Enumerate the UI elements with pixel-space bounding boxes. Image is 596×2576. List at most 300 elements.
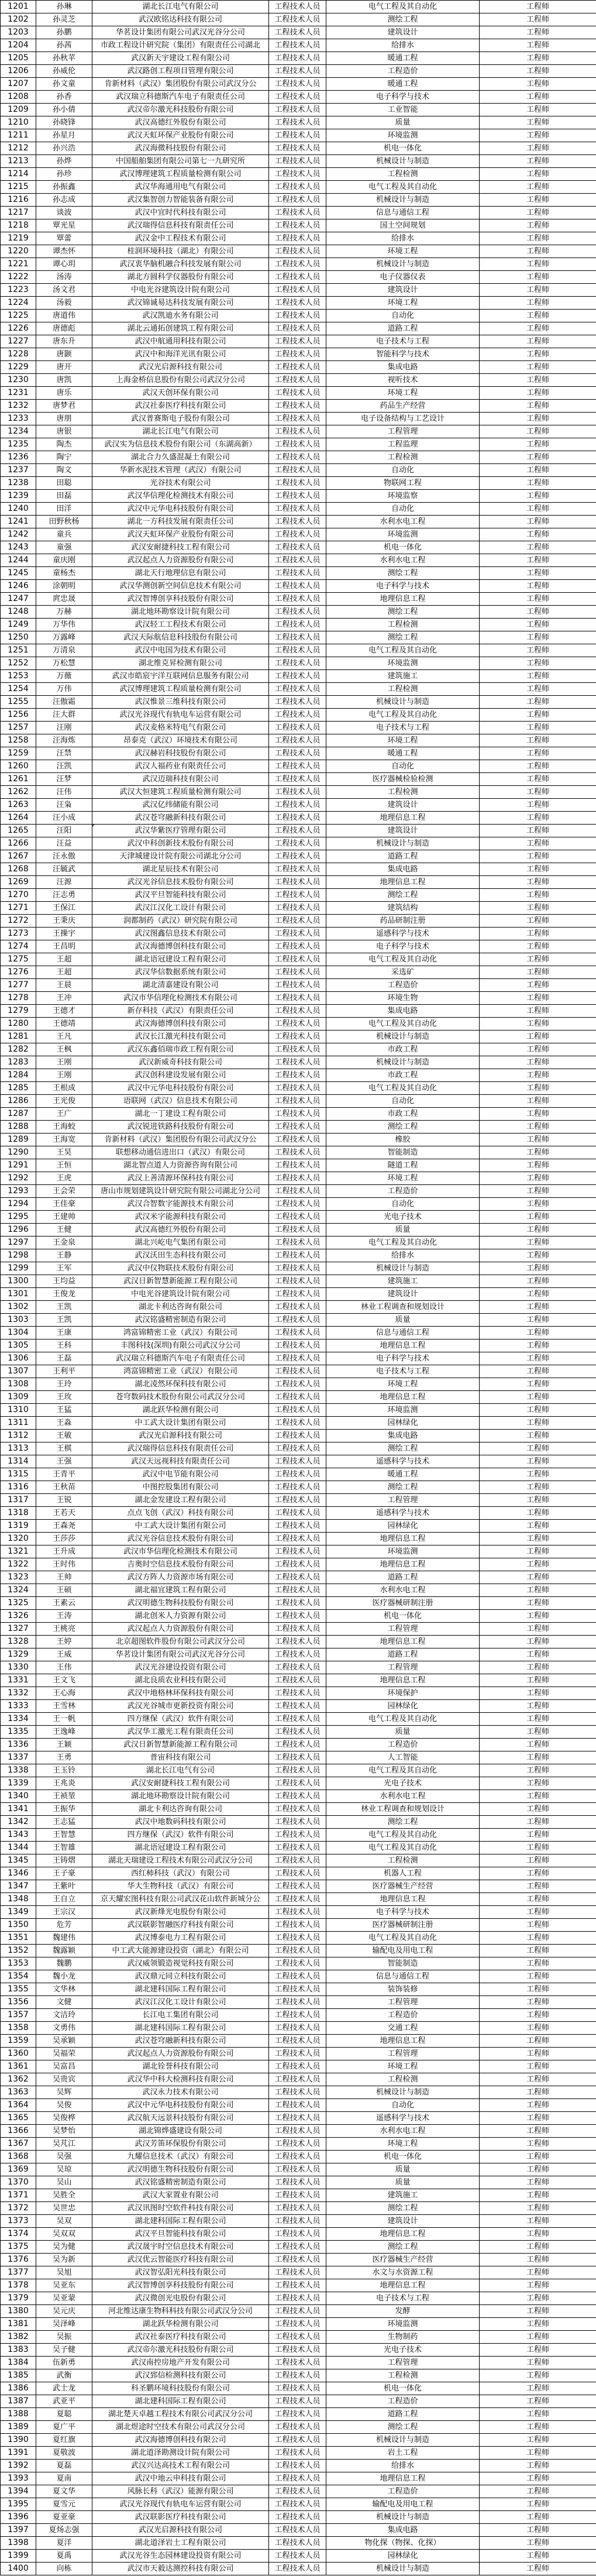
major-cell[interactable]: 测绘工程 (326, 2202, 480, 2215)
company-cell[interactable]: 武汉航天远景科技股份有限公司 (92, 2112, 269, 2125)
name-cell[interactable]: 魏小龙 (36, 1970, 92, 1983)
name-cell[interactable]: 孙灵芝 (36, 13, 92, 26)
company-cell[interactable]: 武汉图鑫信息技术有限公司 (92, 928, 269, 940)
company-cell[interactable]: 桂润环境科技（湖北）有限公司 (92, 245, 269, 258)
row-number-cell[interactable]: 1353 (1, 1957, 36, 1970)
company-cell[interactable]: 肯新材料（武汉）集团股份有限公司武汉分公 (92, 1134, 269, 1146)
major-cell[interactable]: 人工智能 (326, 1751, 480, 1764)
company-cell[interactable]: 武汉中和海洋光讯有限公司 (92, 348, 269, 361)
company-cell[interactable]: 湖北地环勘察设计院有限公司 (92, 606, 269, 619)
major-cell[interactable]: 工程监理 (326, 438, 480, 451)
company-cell[interactable]: 武汉东鑫佰瑞市政工程有限公司 (92, 1043, 269, 1056)
company-cell[interactable]: 武汉华信理化检测技术有限公司 (92, 490, 269, 503)
title-cell[interactable]: 工程师 (480, 631, 596, 644)
row-number-cell[interactable]: 1215 (1, 181, 36, 194)
name-cell[interactable]: 王佳豪 (36, 1198, 92, 1211)
name-cell[interactable]: 王海蛟 (36, 1121, 92, 1134)
name-cell[interactable]: 孙星月 (36, 129, 92, 142)
company-cell[interactable]: 湖北建科国际工程有限公司 (92, 1983, 269, 1996)
title-cell[interactable]: 工程师 (480, 516, 596, 528)
category-cell[interactable]: 工程技术人员 (269, 361, 326, 374)
name-cell[interactable]: 吴双双 (36, 2228, 92, 2241)
company-cell[interactable]: 武汉兴达高技术工程有限公司 (92, 2460, 269, 2472)
name-cell[interactable]: 庹忠晟 (36, 593, 92, 606)
category-cell[interactable]: 工程技术人员 (269, 1893, 326, 1906)
title-cell[interactable]: 工程师 (480, 438, 596, 451)
name-cell[interactable]: 王猛 (36, 1404, 92, 1417)
company-cell[interactable]: 武汉博理建筑工程质量检测有限公司 (92, 683, 269, 696)
name-cell[interactable]: 童杨杰 (36, 567, 92, 580)
title-cell[interactable]: 工程师 (480, 1275, 596, 1288)
title-cell[interactable]: 工程师 (480, 1661, 596, 1674)
company-cell[interactable]: 武汉博泰电力工程有限公司 (92, 1932, 269, 1945)
row-number-cell[interactable]: 1253 (1, 670, 36, 683)
major-cell[interactable]: 园林绿化 (326, 1700, 480, 1713)
row-number-cell[interactable]: 1380 (1, 2305, 36, 2318)
major-cell[interactable]: 医疗器械研制注册 (326, 1597, 480, 1610)
major-cell[interactable]: 药品研制注册 (326, 915, 480, 928)
name-cell[interactable]: 王硕 (36, 1584, 92, 1597)
major-cell[interactable]: 交通工程 (326, 2022, 480, 2035)
company-cell[interactable]: 武汉凯迪水务有限公司 (92, 310, 269, 322)
title-cell[interactable]: 工程师 (480, 1288, 596, 1301)
title-cell[interactable]: 工程师 (480, 2537, 596, 2550)
category-cell[interactable]: 工程技术人员 (269, 451, 326, 464)
title-cell[interactable]: 工程师 (480, 2382, 596, 2395)
name-cell[interactable]: 汤毅 (36, 297, 92, 310)
major-cell[interactable]: 给排水 (326, 39, 480, 52)
row-number-cell[interactable]: 1258 (1, 734, 36, 747)
category-cell[interactable]: 工程技术人员 (269, 2447, 326, 2460)
row-number-cell[interactable]: 1274 (1, 940, 36, 953)
category-cell[interactable]: 工程技术人员 (269, 1327, 326, 1339)
title-cell[interactable]: 工程师 (480, 2266, 596, 2279)
category-cell[interactable]: 工程技术人员 (269, 2292, 326, 2305)
major-cell[interactable]: 电气工程及其自动化 (326, 1, 480, 13)
category-cell[interactable]: 工程技术人员 (269, 1481, 326, 1494)
title-cell[interactable]: 工程师 (480, 1159, 596, 1172)
category-cell[interactable]: 工程技术人员 (269, 953, 326, 966)
company-cell[interactable]: 中图控股集团有限公司 (92, 1481, 269, 1494)
major-cell[interactable]: 集成电路 (326, 863, 480, 876)
category-cell[interactable]: 工程技术人员 (269, 2009, 326, 2022)
title-cell[interactable]: 工程师 (480, 1352, 596, 1365)
row-number-cell[interactable]: 1225 (1, 310, 36, 322)
company-cell[interactable]: 新存科技（武汉）有限责任公司 (92, 1005, 269, 1018)
company-cell[interactable]: 北京超图软件股份有限公司武汉分公司 (92, 1636, 269, 1648)
major-cell[interactable]: 隧道工程 (326, 1159, 480, 1172)
title-cell[interactable]: 工程师 (480, 129, 596, 142)
name-cell[interactable]: 汪海炼 (36, 734, 92, 747)
row-number-cell[interactable]: 1226 (1, 322, 36, 335)
title-cell[interactable]: 工程师 (480, 425, 596, 438)
category-cell[interactable]: 工程技术人员 (269, 2228, 326, 2241)
title-cell[interactable]: 工程师 (480, 168, 596, 181)
major-cell[interactable]: 水利水电工程 (326, 1790, 480, 1803)
title-cell[interactable]: 工程师 (480, 400, 596, 413)
category-cell[interactable]: 工程技术人员 (269, 1726, 326, 1739)
name-cell[interactable]: 王婷 (36, 1636, 92, 1648)
row-number-cell[interactable]: 1269 (1, 876, 36, 889)
company-cell[interactable]: 中工武大设计集团有限公司 (92, 1417, 269, 1430)
name-cell[interactable]: 王森尧 (36, 1520, 92, 1533)
name-cell[interactable]: 王志猛 (36, 1816, 92, 1829)
major-cell[interactable]: 环境工程 (326, 245, 480, 258)
major-cell[interactable]: 电气工程及其自动化 (326, 1842, 480, 1854)
title-cell[interactable]: 工程师 (480, 1739, 596, 1751)
title-cell[interactable]: 工程师 (480, 271, 596, 284)
category-cell[interactable]: 工程技术人员 (269, 297, 326, 310)
name-cell[interactable]: 王升成 (36, 1545, 92, 1558)
major-cell[interactable]: 建筑施工 (326, 1275, 480, 1288)
category-cell[interactable]: 工程技术人员 (269, 2537, 326, 2550)
major-cell[interactable]: 智能科学与技术 (326, 348, 480, 361)
row-number-cell[interactable]: 1231 (1, 387, 36, 400)
title-cell[interactable]: 工程师 (480, 1018, 596, 1031)
title-cell[interactable]: 工程师 (480, 1945, 596, 1957)
major-cell[interactable]: 电气工程及其自动化 (326, 1237, 480, 1249)
major-cell[interactable]: 电气工程及其自动化 (326, 709, 480, 722)
major-cell[interactable]: 电子技术与工程 (326, 335, 480, 348)
title-cell[interactable]: 工程师 (480, 1957, 596, 1970)
category-cell[interactable]: 工程技术人员 (269, 116, 326, 129)
row-number-cell[interactable]: 1390 (1, 2434, 36, 2447)
category-cell[interactable]: 工程技术人员 (269, 1945, 326, 1957)
category-cell[interactable]: 工程技术人员 (269, 1584, 326, 1597)
row-number-cell[interactable]: 1400 (1, 2563, 36, 2575)
company-cell[interactable]: 武汉天际航信息科技股份有限公司 (92, 631, 269, 644)
company-cell[interactable]: 湖北跃华检测有限公司 (92, 2318, 269, 2331)
row-number-cell[interactable]: 1374 (1, 2228, 36, 2241)
category-cell[interactable]: 工程技术人员 (269, 1262, 326, 1275)
category-cell[interactable]: 工程技术人员 (269, 387, 326, 400)
row-number-cell[interactable]: 1295 (1, 1211, 36, 1224)
company-cell[interactable]: 光谷技术有限公司 (92, 477, 269, 490)
company-cell[interactable]: 武汉铭盛精密制造有限公司 (92, 2176, 269, 2189)
row-number-cell[interactable]: 1324 (1, 1584, 36, 1597)
company-cell[interactable]: 武汉轻工工程技术有限公司 (92, 619, 269, 631)
company-cell[interactable]: 武汉鼎元同立科技有限公司 (92, 1970, 269, 1983)
name-cell[interactable]: 夏文华 (36, 2485, 92, 2498)
major-cell[interactable]: 地理信息工程 (326, 1339, 480, 1352)
major-cell[interactable]: 发酵 (326, 2305, 480, 2318)
major-cell[interactable]: 自动化 (326, 1198, 480, 1211)
major-cell[interactable]: 建筑设计 (326, 825, 480, 837)
name-cell[interactable]: 王涛 (36, 1610, 92, 1623)
category-cell[interactable]: 工程技术人员 (269, 271, 326, 284)
row-number-cell[interactable]: 1307 (1, 1365, 36, 1378)
company-cell[interactable]: 武汉晟宇时空信息技术有限公司 (92, 2241, 269, 2254)
company-cell[interactable]: 武汉光谷现代有轨电车运营有限公司 (92, 709, 269, 722)
major-cell[interactable]: 工程造价 (326, 2485, 480, 2498)
company-cell[interactable]: 长江电工集团有限公司 (92, 2009, 269, 2022)
company-cell[interactable]: 市政工程设计研究院（集团）有限责任公司湖北 (92, 39, 269, 52)
major-cell[interactable]: 建筑设计 (326, 799, 480, 812)
name-cell[interactable]: 万清泉 (36, 644, 92, 657)
name-cell[interactable]: 王冲 (36, 992, 92, 1005)
company-cell[interactable]: 武汉华信数据系统有限公司 (92, 966, 269, 979)
row-number-cell[interactable]: 1394 (1, 2485, 36, 2498)
title-cell[interactable]: 工程师 (480, 2241, 596, 2254)
name-cell[interactable]: 王根成 (36, 1082, 92, 1095)
company-cell[interactable]: 湖北建科国际工程有限公司 (92, 2395, 269, 2408)
row-number-cell[interactable]: 1212 (1, 142, 36, 155)
category-cell[interactable]: 工程技术人员 (269, 284, 326, 297)
name-cell[interactable]: 孙志成 (36, 194, 92, 207)
major-cell[interactable]: 机械设计与制造 (326, 2434, 480, 2447)
name-cell[interactable]: 王均益 (36, 1275, 92, 1288)
category-cell[interactable]: 工程技术人员 (269, 1237, 326, 1249)
major-cell[interactable]: 机械设计与制造 (326, 1262, 480, 1275)
row-number-cell[interactable]: 1373 (1, 2215, 36, 2228)
title-cell[interactable]: 工程师 (480, 1867, 596, 1880)
category-cell[interactable]: 工程技术人员 (269, 1031, 326, 1043)
company-cell[interactable]: 武汉安耐捷科技工程有限公司 (92, 541, 269, 554)
major-cell[interactable]: 工程检测 (326, 619, 480, 631)
title-cell[interactable]: 工程师 (480, 1494, 596, 1507)
row-number-cell[interactable]: 1364 (1, 2099, 36, 2112)
major-cell[interactable]: 电气工程及其自动化 (326, 1932, 480, 1945)
name-cell[interactable]: 王铸熠 (36, 1854, 92, 1867)
name-cell[interactable]: 汪凯 (36, 760, 92, 773)
row-number-cell[interactable]: 1267 (1, 850, 36, 863)
title-cell[interactable]: 工程师 (480, 245, 596, 258)
name-cell[interactable]: 王雪林 (36, 1700, 92, 1713)
name-cell[interactable]: 王刚 (36, 1069, 92, 1082)
major-cell[interactable]: 医疗器械检验检测 (326, 773, 480, 786)
row-number-cell[interactable]: 1346 (1, 1867, 36, 1880)
category-cell[interactable]: 工程技术人员 (269, 786, 326, 799)
row-number-cell[interactable]: 1383 (1, 2344, 36, 2357)
title-cell[interactable]: 工程师 (480, 696, 596, 709)
major-cell[interactable]: 集成电路 (326, 1005, 480, 1018)
category-cell[interactable]: 工程技术人员 (269, 129, 326, 142)
name-cell[interactable]: 文洁玲 (36, 2009, 92, 2022)
title-cell[interactable]: 工程师 (480, 1481, 596, 1494)
category-cell[interactable]: 工程技术人员 (269, 1751, 326, 1764)
category-cell[interactable]: 工程技术人员 (269, 207, 326, 219)
major-cell[interactable]: 建筑设计 (326, 1288, 480, 1301)
company-cell[interactable]: 武汉迈瑞科技有限公司 (92, 773, 269, 786)
name-cell[interactable]: 王建帅 (36, 1211, 92, 1224)
category-cell[interactable]: 工程技术人员 (269, 1172, 326, 1185)
title-cell[interactable]: 工程师 (480, 503, 596, 516)
name-cell[interactable]: 孙琳 (36, 1, 92, 13)
major-cell[interactable]: 环境工程 (326, 1172, 480, 1185)
major-cell[interactable]: 工程检测 (326, 2369, 480, 2382)
name-cell[interactable]: 田洋 (36, 503, 92, 516)
major-cell[interactable]: 机械设计与制造 (326, 155, 480, 168)
title-cell[interactable]: 工程师 (480, 2305, 596, 2318)
company-cell[interactable]: 武汉新烽光电股份有限公司 (92, 1906, 269, 1919)
company-cell[interactable]: 武汉中航通用科技有限公司 (92, 335, 269, 348)
major-cell[interactable]: 机器人工程 (326, 1867, 480, 1880)
title-cell[interactable]: 工程师 (480, 232, 596, 245)
company-cell[interactable]: 湖北智点道人力资源咨询有限公司 (92, 1159, 269, 1172)
category-cell[interactable]: 工程技术人员 (269, 1545, 326, 1558)
row-number-cell[interactable]: 1264 (1, 812, 36, 825)
major-cell[interactable]: 园林绿化 (326, 1417, 480, 1430)
row-number-cell[interactable]: 1251 (1, 644, 36, 657)
row-number-cell[interactable]: 1205 (1, 52, 36, 65)
name-cell[interactable]: 王恒 (36, 1159, 92, 1172)
major-cell[interactable]: 机电一体化 (326, 2382, 480, 2395)
row-number-cell[interactable]: 1313 (1, 1442, 36, 1455)
name-cell[interactable]: 武衡 (36, 2369, 92, 2382)
company-cell[interactable]: 武汉优云智能医疗科技有限公司 (92, 2254, 269, 2266)
company-cell[interactable]: 湖北道泽岩土工程有限公司 (92, 2537, 269, 2550)
title-cell[interactable]: 工程师 (480, 348, 596, 361)
major-cell[interactable]: 自动化 (326, 760, 480, 773)
name-cell[interactable]: 吴琼 (36, 2163, 92, 2176)
major-cell[interactable]: 市政工程 (326, 1108, 480, 1121)
row-number-cell[interactable]: 1317 (1, 1494, 36, 1507)
major-cell[interactable]: 质量 (326, 1224, 480, 1237)
name-cell[interactable]: 王秉庆 (36, 915, 92, 928)
major-cell[interactable]: 机械设计与制造 (326, 1056, 480, 1069)
company-cell[interactable]: 湖北地环勘察设计院有限公司 (92, 1790, 269, 1803)
company-cell[interactable]: 丰图科技(深圳)有限公司武汉分公司 (92, 1339, 269, 1352)
major-cell[interactable]: 机械设计与制造 (326, 837, 480, 850)
name-cell[interactable]: 唐德彪 (36, 322, 92, 335)
name-cell[interactable]: 田聪 (36, 477, 92, 490)
row-number-cell[interactable]: 1330 (1, 1661, 36, 1674)
category-cell[interactable]: 工程技术人员 (269, 2073, 326, 2086)
name-cell[interactable]: 王伟 (36, 1661, 92, 1674)
row-number-cell[interactable]: 1349 (1, 1906, 36, 1919)
name-cell[interactable]: 田磊 (36, 490, 92, 503)
category-cell[interactable]: 工程技术人员 (269, 1996, 326, 2009)
company-cell[interactable]: 武汉华海通用电气有限公司 (92, 181, 269, 194)
category-cell[interactable]: 工程技术人员 (269, 1404, 326, 1417)
category-cell[interactable]: 工程技术人员 (269, 2395, 326, 2408)
row-number-cell[interactable]: 1254 (1, 683, 36, 696)
name-cell[interactable]: 王逸峰 (36, 1726, 92, 1739)
row-number-cell[interactable]: 1279 (1, 1005, 36, 1018)
title-cell[interactable]: 工程师 (480, 142, 596, 155)
major-cell[interactable]: 环境工程 (326, 2138, 480, 2151)
title-cell[interactable]: 工程师 (480, 1764, 596, 1777)
title-cell[interactable]: 工程师 (480, 1108, 596, 1121)
name-cell[interactable]: 王超 (36, 953, 92, 966)
company-cell[interactable]: 武汉华工激光工程有限责任公司 (92, 1726, 269, 1739)
row-number-cell[interactable]: 1233 (1, 413, 36, 425)
major-cell[interactable]: 机械设计与制造 (326, 2511, 480, 2524)
name-cell[interactable]: 孙烨 (36, 155, 92, 168)
major-cell[interactable]: 环境工程 (326, 297, 480, 310)
company-cell[interactable]: 武汉平旦智能科技有限公司 (92, 2228, 269, 2241)
title-cell[interactable]: 工程师 (480, 657, 596, 670)
company-cell[interactable]: 武汉锦诚易达科技发展有限公司 (92, 297, 269, 310)
category-cell[interactable]: 工程技术人员 (269, 825, 326, 837)
row-number-cell[interactable]: 1236 (1, 451, 36, 464)
category-cell[interactable]: 工程技术人员 (269, 232, 326, 245)
title-cell[interactable]: 工程师 (480, 1803, 596, 1816)
row-number-cell[interactable]: 1328 (1, 1636, 36, 1648)
major-cell[interactable]: 遥感科学与技术 (326, 928, 480, 940)
major-cell[interactable]: 建筑施工 (326, 670, 480, 683)
company-cell[interactable]: 武汉海微科技股份有限公司 (92, 142, 269, 155)
name-cell[interactable]: 夏炀志强 (36, 2524, 92, 2537)
category-cell[interactable]: 工程技术人员 (269, 1983, 326, 1996)
name-cell[interactable]: 王威 (36, 1648, 92, 1661)
name-cell[interactable]: 万露峰 (36, 631, 92, 644)
major-cell[interactable]: 电气工程及其自动化 (326, 181, 480, 194)
major-cell[interactable]: 地理信息工程 (326, 2035, 480, 2048)
title-cell[interactable]: 工程师 (480, 2060, 596, 2073)
row-number-cell[interactable]: 1259 (1, 747, 36, 760)
row-number-cell[interactable]: 1257 (1, 722, 36, 734)
name-cell[interactable]: 汪傲霜 (36, 696, 92, 709)
name-cell[interactable]: 童强 (36, 541, 92, 554)
row-number-cell[interactable]: 1301 (1, 1288, 36, 1301)
title-cell[interactable]: 工程师 (480, 39, 596, 52)
major-cell[interactable]: 生物制药 (326, 2331, 480, 2344)
major-cell[interactable]: 机械设计与制造 (326, 696, 480, 709)
company-cell[interactable]: 武汉新威奇科技有限公司 (92, 1056, 269, 1069)
row-number-cell[interactable]: 1336 (1, 1739, 36, 1751)
row-number-cell[interactable]: 1292 (1, 1172, 36, 1185)
category-cell[interactable]: 工程技术人员 (269, 1906, 326, 1919)
row-number-cell[interactable]: 1308 (1, 1378, 36, 1391)
company-cell[interactable]: 武汉亿纬储能有限公司 (92, 799, 269, 812)
title-cell[interactable]: 工程师 (480, 413, 596, 425)
name-cell[interactable]: 危芳 (36, 1919, 92, 1932)
name-cell[interactable]: 汪源 (36, 876, 92, 889)
company-cell[interactable]: 武汉联影医疗科技有限公司 (92, 2511, 269, 2524)
category-cell[interactable]: 工程技术人员 (269, 554, 326, 567)
row-number-cell[interactable]: 1255 (1, 696, 36, 709)
row-number-cell[interactable]: 1235 (1, 438, 36, 451)
company-cell[interactable]: 中工武大能源建设投资（湖北）有限公司 (92, 1945, 269, 1957)
company-cell[interactable]: 武汉市皓宸宇洋互联网信息服务有限公司 (92, 670, 269, 683)
name-cell[interactable]: 汪阳 (36, 825, 92, 837)
category-cell[interactable]: 工程技术人员 (269, 2060, 326, 2073)
row-number-cell[interactable]: 1250 (1, 631, 36, 644)
category-cell[interactable]: 工程技术人员 (269, 593, 326, 606)
category-cell[interactable]: 工程技术人员 (269, 2421, 326, 2434)
major-cell[interactable]: 环境监测 (326, 2318, 480, 2331)
category-cell[interactable]: 工程技术人员 (269, 2138, 326, 2151)
title-cell[interactable]: 工程师 (480, 2138, 596, 2151)
company-cell[interactable]: 武汉威领锻造视觉科技有限公司 (92, 1957, 269, 1970)
category-cell[interactable]: 工程技术人员 (269, 1095, 326, 1108)
row-number-cell[interactable]: 1219 (1, 232, 36, 245)
category-cell[interactable]: 工程技术人员 (269, 902, 326, 915)
category-cell[interactable]: 工程技术人员 (269, 1417, 326, 1430)
title-cell[interactable]: 工程师 (480, 528, 596, 541)
title-cell[interactable]: 工程师 (480, 799, 596, 812)
row-number-cell[interactable]: 1322 (1, 1558, 36, 1571)
company-cell[interactable]: 武汉金中工程技术有限公司 (92, 232, 269, 245)
name-cell[interactable]: 万伟 (36, 683, 92, 696)
name-cell[interactable]: 汤文君 (36, 284, 92, 297)
name-cell[interactable]: 王玫 (36, 1391, 92, 1404)
title-cell[interactable]: 工程师 (480, 2176, 596, 2189)
category-cell[interactable]: 工程技术人员 (269, 580, 326, 593)
company-cell[interactable]: 湖北一方科技发展有限责任公司 (92, 516, 269, 528)
category-cell[interactable]: 工程技术人员 (269, 1687, 326, 1700)
name-cell[interactable]: 王紫叶 (36, 1880, 92, 1893)
name-cell[interactable]: 文勇伟 (36, 2022, 92, 2035)
category-cell[interactable]: 工程技术人员 (269, 799, 326, 812)
company-cell[interactable]: 武汉中电节能有限公司 (92, 1468, 269, 1481)
major-cell[interactable]: 测绘工程 (326, 889, 480, 902)
title-cell[interactable]: 工程师 (480, 773, 596, 786)
company-cell[interactable]: 武汉方阵人力资源市场有限公司 (92, 1571, 269, 1584)
row-number-cell[interactable]: 1273 (1, 928, 36, 940)
major-cell[interactable]: 测绘工程 (326, 2241, 480, 2254)
